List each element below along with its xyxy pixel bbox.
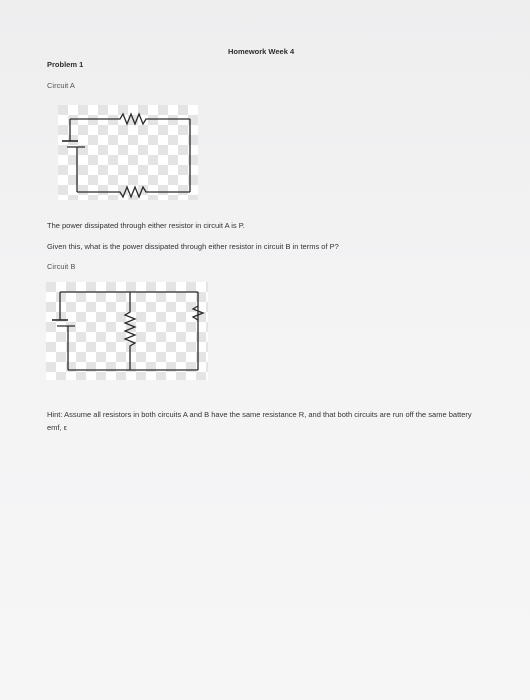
circuit-a-label: Circuit A	[47, 81, 75, 90]
problem-label: Problem 1	[47, 60, 84, 69]
problem-question: Given this, what is the power dissipated through either resistor in circuit B in terms of P?	[47, 242, 339, 251]
circuit-b-diagram	[46, 282, 208, 380]
circuit-b-label: Circuit B	[47, 262, 76, 271]
checker-background	[46, 282, 208, 380]
problem-statement: The power dissipated through either resistor in circuit A is P.	[47, 221, 245, 230]
circuit-a-diagram	[58, 105, 198, 200]
page-title: Homework Week 4	[228, 47, 295, 56]
hint-text: Hint: Assume all resistors in both circuits A and B have the same resistance R, and that both circuits are run off the same battery emf, ε	[47, 410, 472, 432]
